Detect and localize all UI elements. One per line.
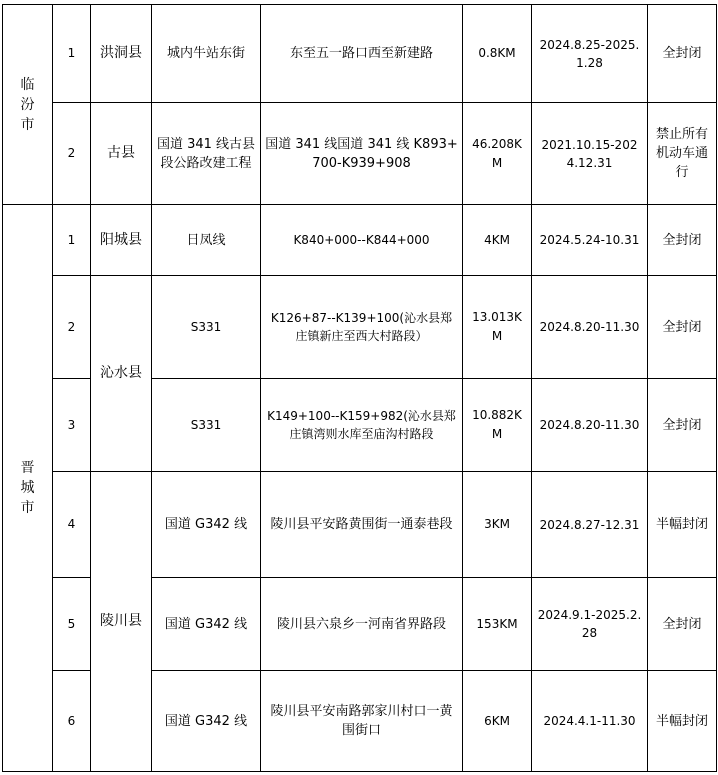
city-cell: 晋城市: [3, 205, 53, 772]
county-cell: 陵川县: [91, 472, 152, 772]
closure-length: 4KM: [463, 205, 532, 276]
road-section: 陵川县平安南路郭家川村口一黄围街口: [261, 671, 463, 772]
closure-measure: 全封闭: [648, 578, 717, 671]
road-name: 城内牛站东街: [152, 5, 261, 103]
row-number: 4: [53, 472, 91, 578]
closure-measure: 全封闭: [648, 276, 717, 379]
county-cell: 洪洞县: [91, 5, 152, 103]
table-row: [3, 472, 717, 578]
row-number: 2: [53, 103, 91, 205]
row-number: 3: [53, 379, 91, 472]
row-number: 6: [53, 671, 91, 772]
closure-length: 0.8KM: [463, 5, 532, 103]
road-name: S331: [152, 276, 261, 379]
county-cell: 古县: [91, 103, 152, 205]
closure-length: 13.013KM: [463, 276, 532, 379]
county-cell: 阳城县: [91, 205, 152, 276]
closure-measure: 全封闭: [648, 205, 717, 276]
table-row: [3, 5, 717, 103]
road-name: S331: [152, 379, 261, 472]
closure-period: 2024.5.24-10.31: [532, 205, 648, 276]
road-section: K149+100--K159+982(沁水县郑庄镇湾则水库至庙沟村路段: [261, 379, 463, 472]
closure-measure: 禁止所有机动车通行: [648, 103, 717, 205]
table-row: [3, 103, 717, 205]
closure-length: 46.208KM: [463, 103, 532, 205]
closure-period: 2024.8.20-11.30: [532, 379, 648, 472]
closure-length: 6KM: [463, 671, 532, 772]
row-number: 2: [53, 276, 91, 379]
closure-period: 2024.8.27-12.31: [532, 472, 648, 578]
road-section: 陵川县平安路黄围街一通泰巷段: [261, 472, 463, 578]
closure-period: 2024.8.25-2025.1.28: [532, 5, 648, 103]
road-section: 陵川县六泉乡一河南省界路段: [261, 578, 463, 671]
city-cell: 临汾市: [3, 5, 53, 205]
road-section: 东至五一路口西至新建路: [261, 5, 463, 103]
road-name: 国道 G342 线: [152, 671, 261, 772]
table-row: [3, 205, 717, 276]
road-name: 国道 G342 线: [152, 578, 261, 671]
row-number: 1: [53, 205, 91, 276]
road-section: 国道 341 线国道 341 线 K893+700-K939+908: [261, 103, 463, 205]
road-name: 国道 G342 线: [152, 472, 261, 578]
closure-period: 2024.9.1-2025.2.28: [532, 578, 648, 671]
road-section: K840+000--K844+000: [261, 205, 463, 276]
closure-measure: 全封闭: [648, 379, 717, 472]
table-row: [3, 276, 717, 379]
closure-length: 10.882KM: [463, 379, 532, 472]
road-section: K126+87--K139+100(沁水县郑庄镇新庄至西大村路段）: [261, 276, 463, 379]
county-cell: 沁水县: [91, 276, 152, 472]
closure-measure: 半幅封闭: [648, 671, 717, 772]
row-number: 5: [53, 578, 91, 671]
closure-length: 153KM: [463, 578, 532, 671]
road-name: 国道 341 线古县段公路改建工程: [152, 103, 261, 205]
closure-period: 2021.10.15-2024.12.31: [532, 103, 648, 205]
road-name: 日凤线: [152, 205, 261, 276]
closure-period: 2024.8.20-11.30: [532, 276, 648, 379]
closure-measure: 半幅封闭: [648, 472, 717, 578]
closure-length: 3KM: [463, 472, 532, 578]
closure-period: 2024.4.1-11.30: [532, 671, 648, 772]
road-closure-table: [2, 4, 717, 772]
row-number: 1: [53, 5, 91, 103]
closure-measure: 全封闭: [648, 5, 717, 103]
